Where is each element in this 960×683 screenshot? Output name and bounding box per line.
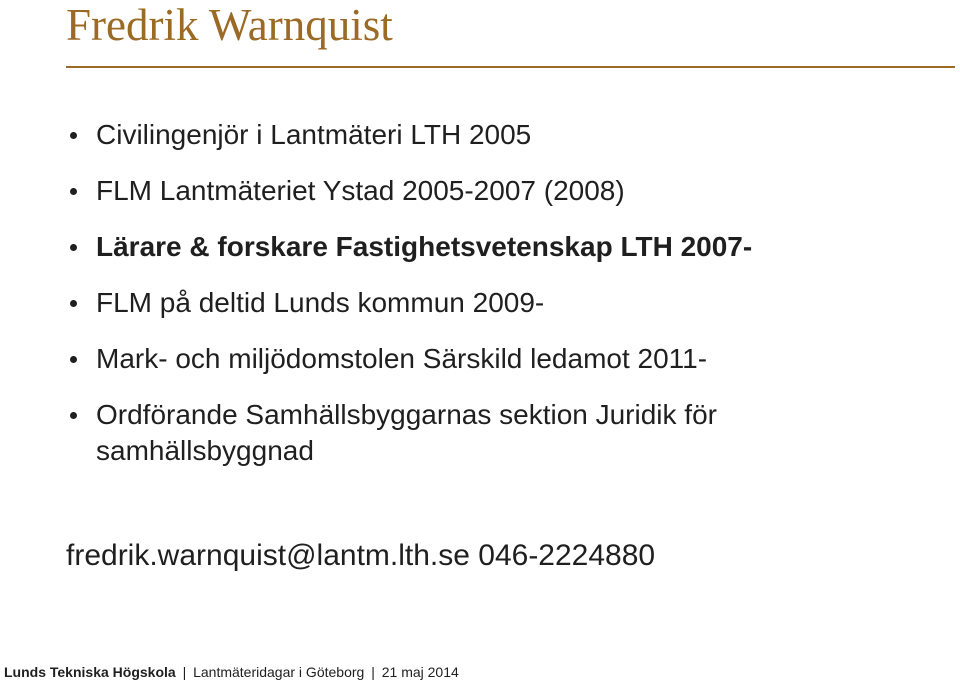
bullet-icon [70,244,77,251]
bullet-text: Lärare & forskare Fastighetsvetenskap LTH 2007- [96,231,753,262]
bullet-item [66,117,926,153]
bullet-icon [70,412,77,419]
bullet-item [66,285,926,321]
bullet-icon [70,188,77,195]
bullet-icon [70,356,77,363]
footer [4,663,459,681]
footer-separator: | [371,664,375,680]
bullet-text: FLM på deltid Lunds kommun 2009- [96,287,545,318]
footer-event: Lantmäteridagar i Göteborg [193,664,365,680]
bullet-list [66,117,926,489]
bullet-item [66,341,926,377]
contact-info: fredrik.warnquist@lantm.lth.se 046-2224880 [66,539,656,572]
footer-separator: | [182,664,187,680]
bullet-icon [70,132,77,139]
bullet-icon [70,300,77,307]
bullet-text: FLM Lantmäteriet Ystad 2005-2007 (2008) [96,175,625,206]
bullet-item [66,397,926,469]
footer-date: 21 maj 2014 [381,664,459,680]
title-divider [66,66,955,68]
footer-organization: Lunds Tekniska Högskola [4,664,176,680]
bullet-item [66,229,926,265]
bullet-text: Civilingenjör i Lantmäteri LTH 2005 [96,119,532,150]
bullet-text: Ordförande Samhällsbyggarnas sektion Juridik för samhällsbyggnad [96,399,717,466]
bullet-text: Mark- och miljödomstolen Särskild ledamot 2011- [96,343,708,374]
bullet-item [66,173,926,209]
slide-title: Fredrik Warnquist [66,0,393,50]
